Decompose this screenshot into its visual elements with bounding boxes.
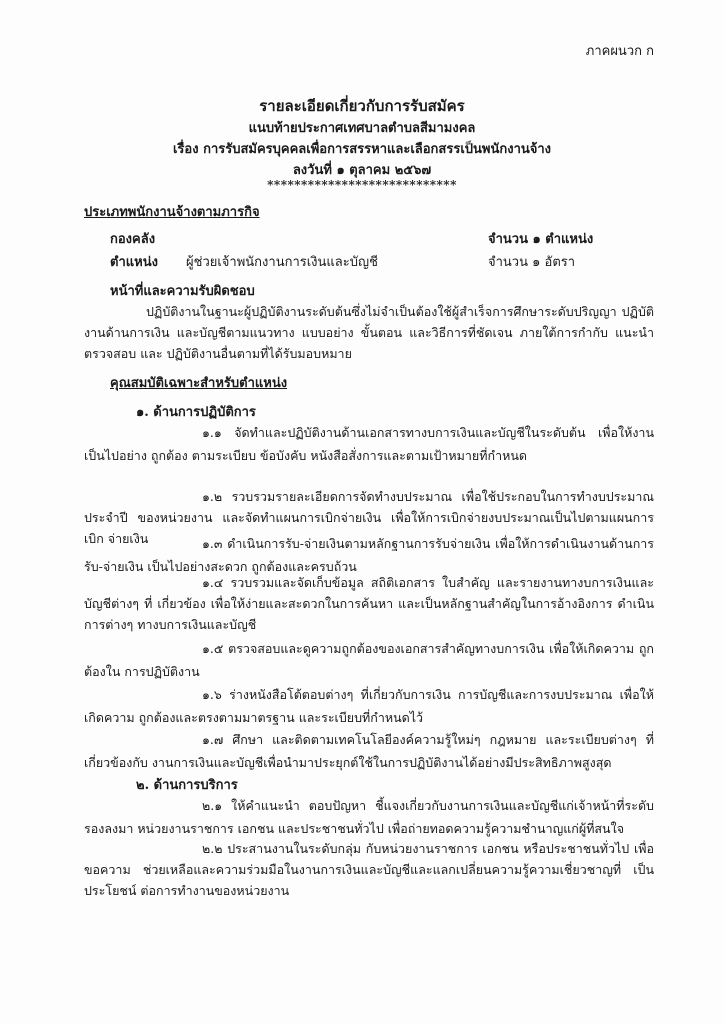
department-name: กองคลัง [110,232,156,247]
duties-heading: หน้าที่และความรับผิดชอบ [110,284,255,299]
position-count: จำนวน ๑ ตำแหน่ง [488,232,594,247]
item-1-6: ๑.๖ ร่างหนังสือโต้ตอบต่างๆ ที่เกี่ยวกับการเงิน การบัญชีและการงบประมาณ เพื่อให้ เกิดความ ถูกต้องและตรงตามมาตรฐาน และระเบียบที่กำหนดไว้ [84,687,654,725]
subtitle-subject: เรื่อง การรับสมัครบุคคลเพื่อการสรรหาและเลือกสรรเป็นพนักงานจ้าง [172,142,552,157]
annex-label: ภาคผนวก ก [585,44,654,59]
section2-heading: ๒. ด้านการบริการ [136,778,238,793]
item-1-5: ๑.๕ ตรวจสอบและดูความถูกต้องของเอกสารสำคัญทางบการเงิน เพื่อให้เกิดความ ถูกต้องใน การปฏิบัติงาน [84,641,654,679]
subtitle-date: ลงวันที่ ๑ ตุลาคม ๒๕๖๗ [292,163,432,178]
item-1-1: ๑.๑ จัดทำและปฏิบัติงานด้านเอกสารทางบการเงินและบัญชีในระดับต้น เพื่อให้งาน เป็นไปอย่าง ถูกต้อง ตามระเบียบ ข้อบังคับ หนังสือสั่งการและตามเป้าหมายที่กำหนด [84,425,654,463]
position-name: ผู้ช่วยเจ้าพนักงานการเงินและบัญชี [186,255,378,270]
item-1-7: ๑.๗ ศึกษา และติดตามเทคโนโลยีองค์ความรู้ใหม่ๆ กฎหมาย และระเบียบต่างๆ ที่ เกี่ยวข้องกับ งานการเงินและบัญชีเพื่อนำมาประยุกต์ใช้ในการปฏิบัติงานได้อย่างมีประสิทธิภาพสูงสุด [84,732,654,770]
rate-count: จำนวน ๑ อัตรา [488,255,576,270]
subtitle-attachment: แนบท้ายประกาศเทศบาลตำบลสีมามงคล [248,121,476,136]
star-divider: **************************** [267,178,457,192]
item-1-3: ๑.๓ ดำเนินการรับ-จ่ายเงินตามหลักฐานการรับจ่ายเงิน เพื่อให้การดำเนินงานด้านการ รับ-จ่ายเงิน เป็นไปอย่างสะดวก ถูกต้องและครบถ้วน [84,536,654,574]
qualifications-heading: คุณสมบัติเฉพาะสำหรับตำแหน่ง [110,376,288,391]
item-1-2: ๑.๒ รวบรวมรายละเอียดการจัดทำงบประมาณ เพื่อใช้ประกอบในการทำงบประมาณ ประจำปี ของหน่วยงาน และจัดทำแผนการเบิกจ่ายเงิน เพื่อให้การเบิกจ่ายงบประมาณเป็นไปตามแผนการเบิก จ่ายเงิน [84,489,654,546]
item-2-2: ๒.๒ ประสานงานในระดับกลุ่ม กับหน่วยงานราชการ เอกชน หรือประชาชนทั่วไป เพื่อ ขอความ ช่วยเหลือและความร่วมมือในงานการเงินและบัญชีและแลกเปลี่ยนความรู้ความเชี่ยวชาญที่ เป็น ประโยชน์ ต่อการทำงานของหน่วยงาน [84,841,654,898]
duties-paragraph: ปฏิบัติงานในฐานะผู้ปฏิบัติงานระดับต้นซึ่งไม่จำเป็นต้องใช้ผู้สำเร็จการศึกษาระดับปริญญา ปฏิบัติงานด้านการเงิน และบัญชีตามแนวทาง แบบอย่าง ขั้นตอน และวิธีการที่ชัดเจน ภายใต้การกำกับ แนะนำ ตรวจสอบ และ ปฏิบัติงานอื่นตามที่ได้รับมอบหมาย [84,304,654,361]
position-label: ตำแหน่ง [110,255,158,270]
document-title: รายละเอียดเกี่ยวกับการรับสมัคร [259,97,465,115]
section1-heading: ๑. ด้านการปฏิบัติการ [136,405,256,420]
item-2-1: ๒.๑ ให้คำแนะนำ ตอบปัญหา ชี้แจงเกี่ยวกับงานการเงินและบัญชีแก่เจ้าหน้าที่ระดับ รองลงมา หน่วยงานราชการ เอกชน และประชาชนทั่วไป เพื่อถ่ายทอดความรู้ความชำนาญแก่ผู้ที่สนใจ [84,798,654,836]
item-1-4: ๑.๔ รวบรวมและจัดเก็บข้อมูล สถิติเอกสาร ใบสำคัญ และรายงานทางบการเงินและ บัญชีต่างๆ ที่ เกี่ยวข้อง เพื่อให้ง่ายและสะดวกในการค้นหา และเป็นหลักฐานสำคัญในการอ้างอิงการ ดำเนินการต่างๆ ทางบการเงินและบัญชี [84,575,654,632]
employee-type-heading: ประเภทพนักงานจ้างตามภารกิจ [84,205,260,220]
